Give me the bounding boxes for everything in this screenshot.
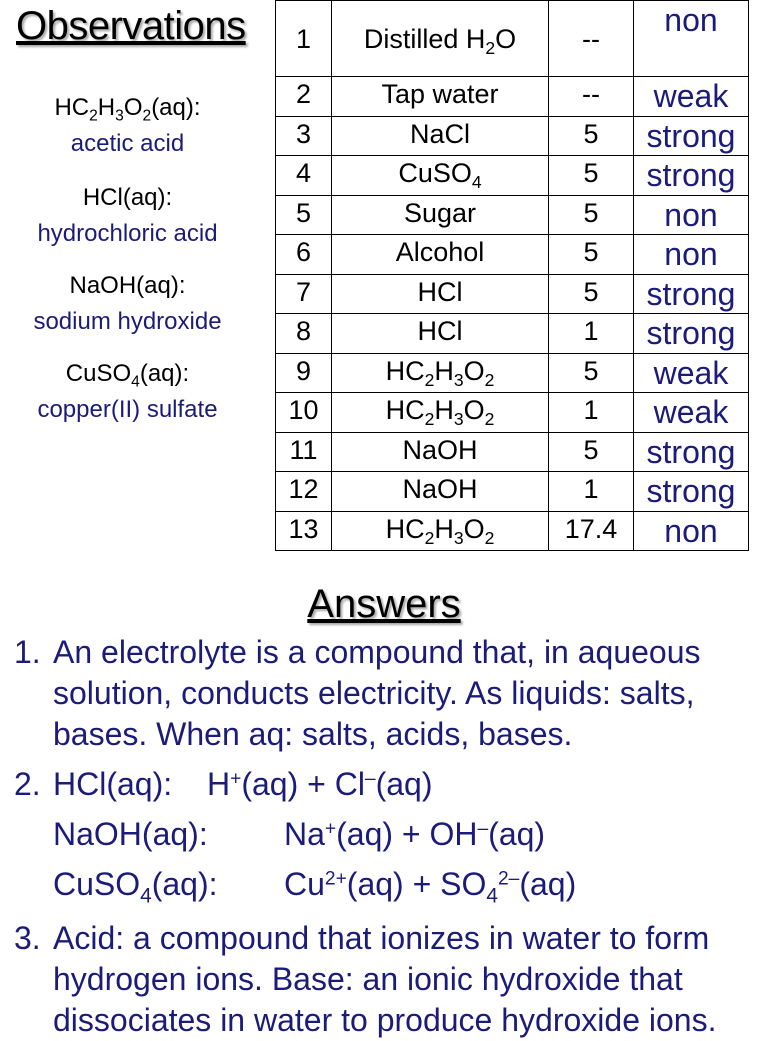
equation-row bbox=[53, 764, 433, 805]
legend-formula: NaOH(aq): bbox=[69, 272, 186, 299]
legend-formula: HCl(aq): bbox=[82, 184, 173, 211]
value-cell: 1 bbox=[549, 393, 634, 433]
observations-table bbox=[275, 0, 749, 551]
equation-left: NaOH(aq): bbox=[53, 816, 208, 852]
trial-number-cell: 8 bbox=[276, 314, 332, 354]
substance-cell: Tap water bbox=[332, 77, 549, 117]
legend-formula: CuSO$_4$(aq): bbox=[65, 360, 190, 391]
legend-name: hydrochloric acid bbox=[37, 220, 218, 247]
trial-number-cell: 6 bbox=[276, 235, 332, 275]
answer-number: 3. bbox=[14, 920, 41, 956]
answer-number: 1. bbox=[14, 634, 41, 670]
table-row bbox=[276, 156, 749, 196]
equation-right: H+(aq) + Cl–(aq) bbox=[207, 766, 433, 802]
table-row bbox=[276, 274, 749, 314]
substance-cell: NaOH bbox=[332, 472, 549, 512]
value-cell: 1 bbox=[549, 314, 634, 354]
answer-text: Acid: a compound that ionizes in water to form hydrogen ions. Base: an ionic hydroxide that dissociates in water to produce hydroxide ions. bbox=[53, 920, 717, 1038]
legend-item-copper-sulfate bbox=[0, 360, 255, 424]
result-cell: non bbox=[634, 195, 749, 235]
result-cell: non bbox=[634, 235, 749, 275]
table-row bbox=[276, 432, 749, 472]
result-cell: strong bbox=[634, 116, 749, 156]
answers-title: Answers bbox=[307, 582, 461, 626]
result-cell: strong bbox=[634, 472, 749, 512]
trial-number-cell: 7 bbox=[276, 274, 332, 314]
legend-name: sodium hydroxide bbox=[33, 308, 222, 335]
trial-number-cell: 3 bbox=[276, 116, 332, 156]
substance-cell: $HC_2H_3O_2$ bbox=[332, 393, 549, 433]
value-cell: -- bbox=[549, 77, 634, 117]
legend-item-acetic-acid bbox=[0, 94, 255, 158]
legend-item-hydrochloric-acid bbox=[0, 184, 255, 248]
legend-name: acetic acid bbox=[70, 130, 185, 157]
result-cell: weak bbox=[634, 393, 749, 433]
value-cell: 5 bbox=[549, 432, 634, 472]
observations-title: Observations bbox=[16, 4, 246, 48]
table-row bbox=[276, 472, 749, 512]
table-row bbox=[276, 393, 749, 433]
substance-cell: CuSO$_4$ bbox=[332, 156, 549, 196]
result-cell: non bbox=[634, 1, 749, 77]
substance-cell: NaCl bbox=[332, 116, 549, 156]
value-cell: 5 bbox=[549, 116, 634, 156]
table-row bbox=[276, 353, 749, 393]
value-cell: 1 bbox=[549, 472, 634, 512]
table-row bbox=[276, 195, 749, 235]
value-cell: 5 bbox=[549, 274, 634, 314]
trial-number-cell: 13 bbox=[276, 511, 332, 551]
equation-left: HCl(aq): bbox=[53, 766, 173, 802]
table-row bbox=[276, 235, 749, 275]
result-cell: strong bbox=[634, 156, 749, 196]
substance-cell: Distilled $H_2O$ bbox=[332, 1, 549, 77]
equation-row bbox=[53, 864, 577, 908]
substance-cell: Alcohol bbox=[332, 235, 549, 275]
value-cell: 5 bbox=[549, 353, 634, 393]
substance-cell: HCl bbox=[332, 314, 549, 354]
table-row bbox=[276, 511, 749, 551]
result-cell: non bbox=[634, 511, 749, 551]
substance-cell: $HC_2H_3O_2$ bbox=[332, 511, 549, 551]
value-cell: 5 bbox=[549, 156, 634, 196]
substance-cell: HCl bbox=[332, 274, 549, 314]
equation-row bbox=[53, 814, 546, 855]
result-cell: strong bbox=[634, 274, 749, 314]
result-cell: strong bbox=[634, 314, 749, 354]
substance-cell: $HC_2H_3O_2$ bbox=[332, 353, 549, 393]
result-cell: strong bbox=[634, 432, 749, 472]
table-row bbox=[276, 77, 749, 117]
value-cell: 5 bbox=[549, 235, 634, 275]
answer-number: 2. bbox=[14, 766, 41, 802]
equation-right: $Cu^{2+}(aq) + SO_4^{2-}(aq)$ bbox=[284, 866, 577, 908]
trial-number-cell: 9 bbox=[276, 353, 332, 393]
trial-number-cell: 1 bbox=[276, 1, 332, 77]
substance-cell: NaOH bbox=[332, 432, 549, 472]
trial-number-cell: 11 bbox=[276, 432, 332, 472]
trial-number-cell: 12 bbox=[276, 472, 332, 512]
table-row bbox=[276, 116, 749, 156]
value-cell: 5 bbox=[549, 195, 634, 235]
equation-left: CuSO$_4$(aq): bbox=[53, 866, 218, 908]
legend-formula: $HC_2H_3O_2(aq)$: bbox=[54, 94, 201, 125]
answer-text: An electrolyte is a compound that, in aqueous solution, conducts electricity. As liquids: salts, bases. When aq: salts, acids, bases. bbox=[53, 634, 701, 752]
result-cell: weak bbox=[634, 353, 749, 393]
result-cell: weak bbox=[634, 77, 749, 117]
value-cell: 17.4 bbox=[549, 511, 634, 551]
table-row bbox=[276, 314, 749, 354]
equation-right: Na+(aq) + OH–(aq) bbox=[284, 816, 546, 852]
trial-number-cell: 2 bbox=[276, 77, 332, 117]
value-cell: -- bbox=[549, 1, 634, 77]
trial-number-cell: 5 bbox=[276, 195, 332, 235]
trial-number-cell: 4 bbox=[276, 156, 332, 196]
legend-name: copper(II) sulfate bbox=[37, 396, 218, 423]
trial-number-cell: 10 bbox=[276, 393, 332, 433]
table-row bbox=[276, 1, 749, 77]
substance-cell: Sugar bbox=[332, 195, 549, 235]
legend-item-sodium-hydroxide bbox=[0, 272, 255, 336]
